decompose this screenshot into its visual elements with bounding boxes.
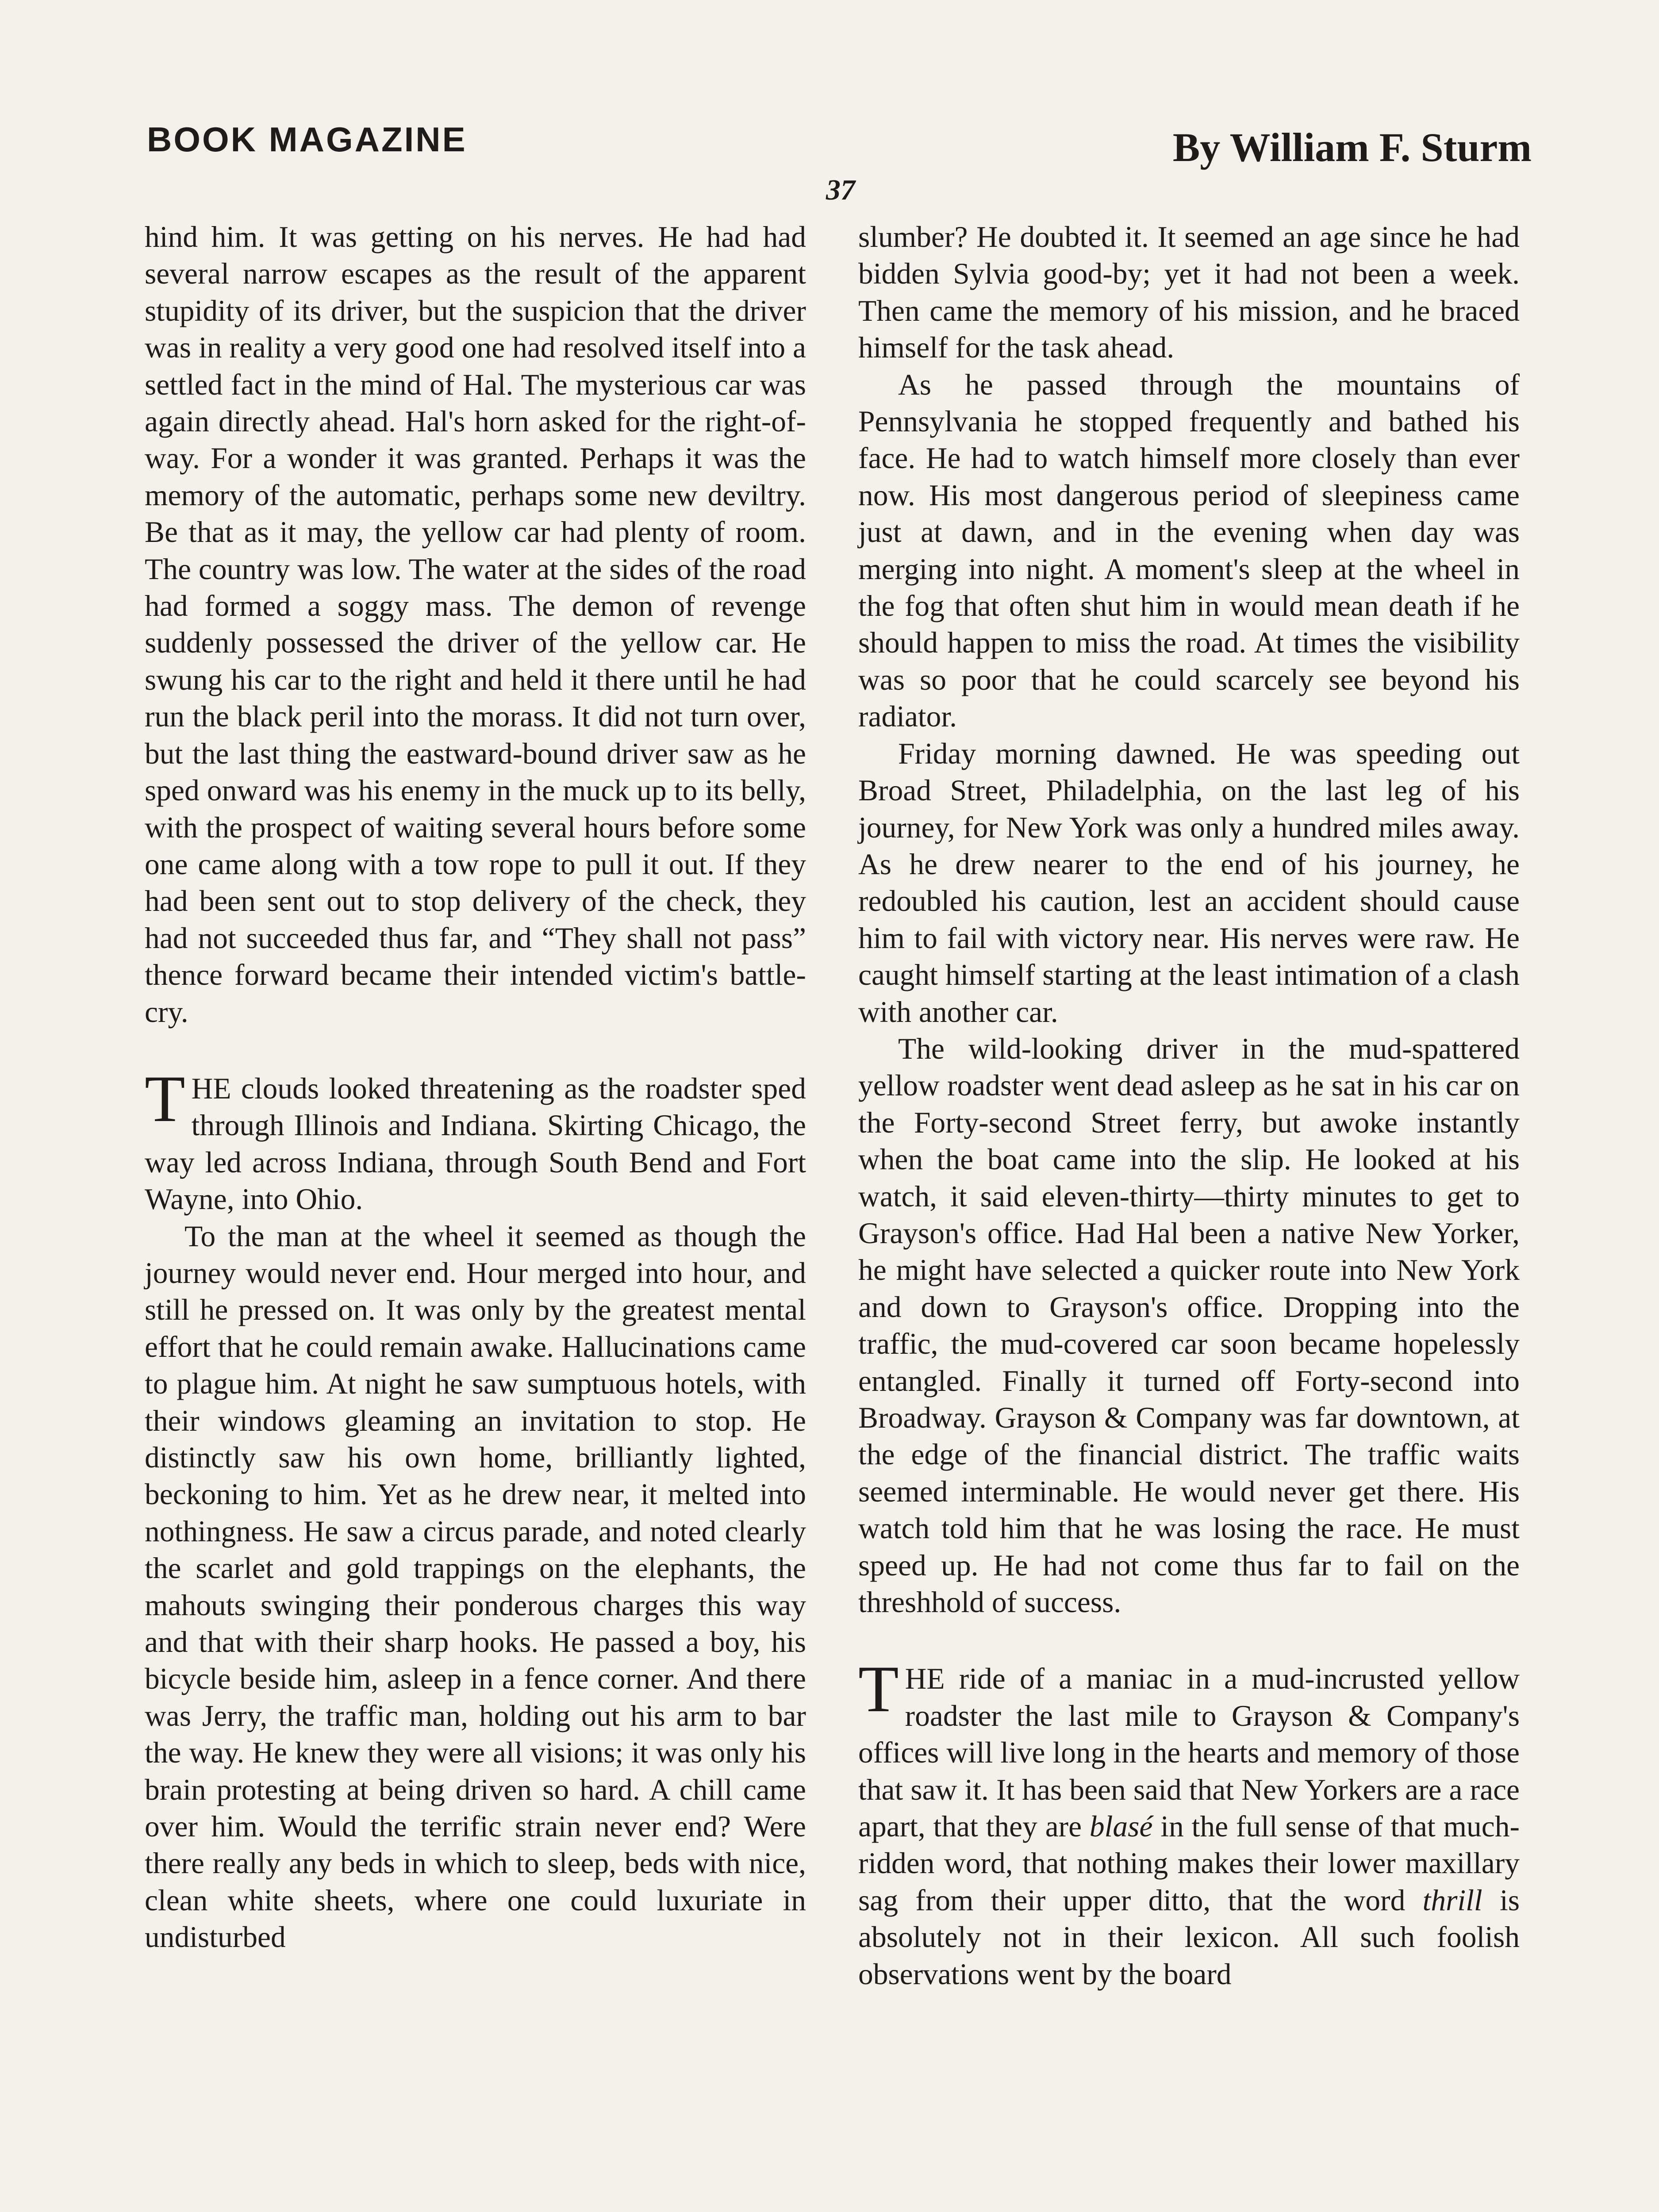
page-number: 37 [826,174,855,206]
paragraph: hind him. It was getting on his nerves. He had had several narrow escapes as the result of the apparent stupidity of its driver, but the suspicion that the driver was in reality a very good one had resolved itself into a settled fact in the mind of Hal. The mysterious car was again directly ahead. Hal's horn asked for the right-of-way. For a wonder it was granted. Perhaps it was the memory of the automatic, perhaps some new deviltry. Be that as it may, the yellow car had plenty of room. The country was low. The water at the sides of the road had formed a soggy mass. The demon of revenge suddenly possessed the driver of the yellow car. He swung his car to the right and held it there until he had run the black peril into the morass. It did not turn over, but the last thing the eastward-bound driver saw as he sped onward was his enemy in the muck up to its belly, with the prospect of waiting several hours before some one came along with a tow rope to pull it out. If they had been sent out to stop delivery of the check, they had not succeeded thus far, and “They shall not pass” thence forward became their intended victim's battle-cry. [145,220,806,1029]
paragraph: As he passed through the mountains of Pennsylvania he stopped frequently and bathed his face. He had to watch himself more closely than ever now. His most dangerous period of sleepiness came just at dawn, and in the evening when day was merging into night. A moment's sleep at the wheel in the fog that often shut him in would mean death if he should happen to miss the road. At times the visibility was so poor that he could scarcely see beyond his radiator. [858,368,1520,733]
paragraph: To the man at the wheel it seemed as though the journey would never end. Hour merged into hour, and still he pressed on. It was only by the greatest mental effort that he could remain awake. Hallucinations came to plague him. At night he saw sumptuous hotels, with their windows gleaming an invitation to stop. He distinctly saw his own home, brilliantly lighted, beckoning to him. Yet as he drew near, it melted into nothingness. He saw a circus parade, and noted clearly the scarlet and gold trappings on the elephants, the mahouts swinging their ponderous charges this way and that with their sharp hooks. He passed a boy, his bicycle beside him, asleep in a fence corner. And there was Jerry, the traffic man, holding out his arm to bar the way. He knew they were all visions; it was only his brain protesting at being driven so hard. A chill came over him. Would the terrific strain never end? Were there really any beds in which to sleep, beds with nice, clean white sheets, where one could luxuriate in undisturbed [145,1219,806,1954]
author-byline: By William F. Sturm [1172,125,1532,170]
paragraph-text: HE ride of a maniac in a mud-incrusted yellow roadster the last mile to Grayson & Company's offices will live long in the hearts and memory of those that saw it. It has been said that New Yorkers are a race apart, that they are [858,1662,1520,1843]
italic-word: blasé [1089,1810,1153,1843]
paragraph-text: in the full sense of that much-ridden word, that nothing makes their lower maxillary sag from their upper ditto, that the word [858,1810,1520,1917]
italic-word: thrill [1422,1883,1482,1917]
paragraph-text: HE clouds looked threatening as the roadster sped through Illinois and Indiana. Skirting Chicago, the way led across Indiana, through South Bend and Fort Wayne, into Ohio. [145,1071,806,1216]
left-column [145,219,806,1956]
drop-cap: T [145,1062,185,1136]
paragraph: Friday morning dawned. He was speeding out Broad Street, Philadelphia, on the last leg of his journey, for New York was only a hundred miles away. As he drew nearer to the end of his journey, he redoubled his caution, lest an accident should cause him to fail with victory near. His nerves were raw. He caught himself starting at the least intimation of a clash with another car. [858,737,1520,1029]
right-column [858,219,1520,1993]
paragraph-text: is absolutely not in their lexicon. All such foolish observations went by the board [858,1883,1520,1991]
paragraph: The wild-looking driver in the mud-spattered yellow roadster went dead asleep as he sat in his car on the Forty-second Street ferry, but awoke instantly when the boat came into the slip. He looked at his watch, it said eleven-thirty—thirty minutes to get to Grayson's office. Had Hal been a native New Yorker, he might have selected a quicker route into New York and down to Grayson's office. Dropping into the traffic, the mud-covered car soon became hopelessly entangled. Finally it turned off Forty-second into Broadway. Grayson & Company was far downtown, at the edge of the financial district. The traffic waits seemed interminable. He would never get there. His watch told him that he was losing the race. He must speed up. He had not come thus far to fail on the threshhold of success. [858,1032,1520,1619]
magazine-title: BOOK MAGAZINE [147,120,467,159]
paragraph: slumber? He doubted it. It seemed an age since he had bidden Sylvia good-by; yet it had not been a week. Then came the memory of his mission, and he braced himself for the task ahead. [858,220,1520,365]
section-paragraph [858,1652,1520,1993]
section-paragraph [145,1062,806,1218]
drop-cap: T [858,1652,899,1726]
